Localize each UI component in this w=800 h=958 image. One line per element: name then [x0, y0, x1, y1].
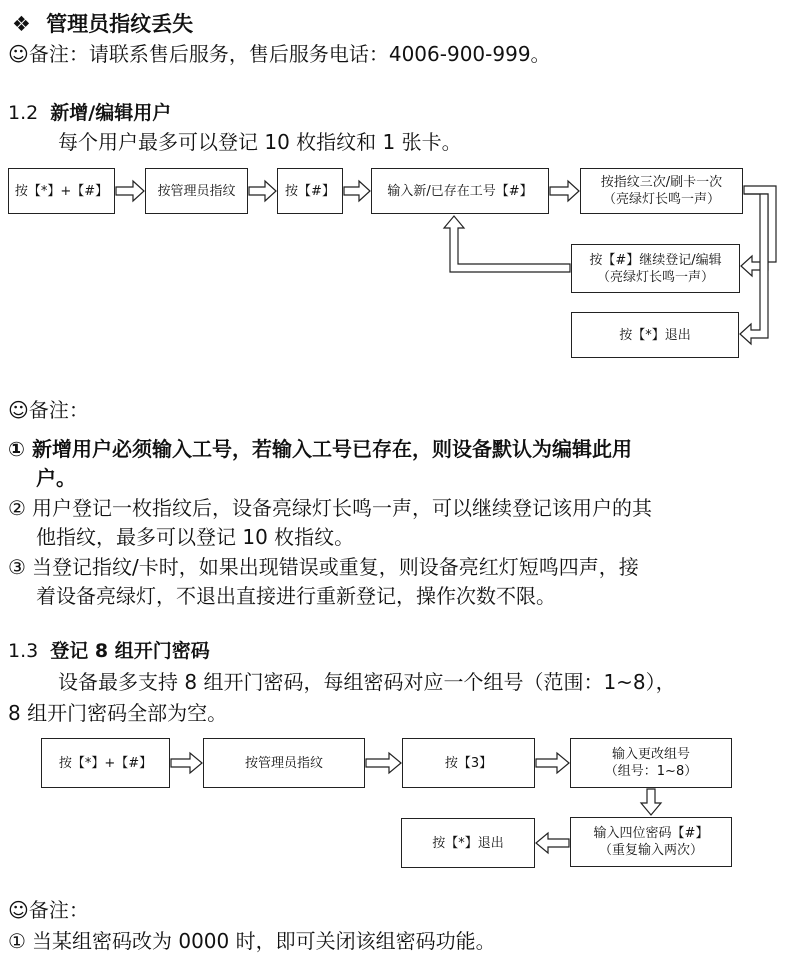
section-title: 管理员指纹丢失 [46, 12, 194, 36]
section-heading-1-3 [8, 636, 210, 663]
section-bullet [12, 8, 193, 38]
arrow-right-icon [116, 181, 144, 201]
note-item-2-cont: 他指纹，最多可以登记 10 枚指纹。 [36, 525, 355, 549]
flow-step-4-line1: 输入更改组号 [611, 747, 690, 762]
note-item-1 [8, 433, 632, 462]
note-item-1-line1: 当某组密码改为 0000 时，即可关闭该组密码功能。 [32, 929, 496, 953]
flow-step-5-line2: （重复输入两次） [598, 843, 703, 858]
note-line [8, 38, 551, 67]
note-item-3-line1: 当登记指纹/卡时，如果出现错误或重复，则设备亮红灯短鸣四声，接 [32, 555, 639, 579]
smiley-icon: ☺ [8, 898, 29, 922]
bullet-icon: ❖ [12, 12, 31, 36]
note-text: 备注：请联系售后服务，售后服务电话：4006-900-999。 [28, 42, 551, 66]
flow-step-3: 按【#】 [277, 168, 343, 214]
arrow-left-icon [536, 833, 569, 853]
flow-step-5 [570, 817, 732, 867]
section-heading-1-2 [8, 98, 171, 125]
flow-continue-line1: 按【#】继续登记/编辑 [589, 252, 722, 268]
flow-step-5-line1: 输入四位密码【#】 [593, 826, 709, 841]
flow-continue-line2: （亮绿灯长鸣一声） [596, 269, 714, 285]
marker-2: ② [8, 496, 26, 520]
flow-step-4: 输入新/已存在工号【#】 [371, 168, 549, 214]
flow-step-4 [570, 738, 732, 788]
note-label: 备注： [28, 898, 89, 922]
arrow-right-icon [550, 181, 579, 201]
flow-step-3: 按【3】 [402, 738, 535, 788]
section-title: 新增/编辑用户 [50, 102, 172, 124]
arrow-up-icon [444, 216, 570, 272]
arrow-right-icon [536, 753, 569, 773]
section-desc: 每个用户最多可以登记 10 枚指纹和 1 张卡。 [58, 130, 462, 154]
note-item-1-line1: 新增用户必须输入工号，若输入工号已存在，则设备默认为编辑此用 [32, 437, 632, 461]
flow-exit: 按【*】退出 [571, 312, 739, 358]
note-item-1-cont: 户。 [36, 466, 76, 490]
flow-step-5 [580, 168, 743, 214]
arrow-loop-icon [741, 186, 776, 276]
note-item-3 [8, 551, 639, 580]
section-number: 1.2 [8, 102, 39, 124]
arrow-right-icon [344, 181, 370, 201]
flow-step-5-line2: （亮绿灯长鸣一声） [602, 192, 720, 207]
note-item-1 [8, 925, 496, 954]
note-item-2-line1: 用户登记一枚指纹后，设备亮绿灯长鸣一声，可以继续登记该用户的其 [32, 496, 652, 520]
flow-step-4-line2: （组号：1~8） [604, 764, 698, 779]
flow-continue [571, 244, 740, 293]
note-item-2 [8, 492, 652, 521]
marker-1: ① [8, 437, 25, 461]
note-item-3-cont: 着设备亮绿灯，不退出直接进行重新登记，操作次数不限。 [36, 584, 556, 608]
flow-exit: 按【*】退出 [401, 818, 535, 868]
marker-3: ③ [8, 555, 26, 579]
section-title: 登记 8 组开门密码 [50, 640, 210, 662]
flow-step-1: 按【*】+【#】 [8, 168, 115, 214]
arrow-down-icon [641, 789, 661, 815]
flow-step-1: 按【*】+【#】 [41, 738, 170, 788]
smiley-icon: ☺ [8, 42, 29, 66]
flow-step-5-line1: 按指纹三次/刷卡一次 [600, 175, 723, 190]
marker-1: ① [8, 929, 26, 953]
arrow-right-icon [171, 753, 202, 773]
section-number: 1.3 [8, 640, 39, 662]
arrow-right-icon [366, 753, 401, 773]
note-label: 备注： [28, 398, 89, 422]
arrow-exit-icon [740, 194, 768, 344]
arrow-right-icon [249, 181, 276, 201]
flow-step-2: 按管理员指纹 [145, 168, 248, 214]
section-desc-line2: 8 组开门密码全部为空。 [8, 701, 228, 725]
note-heading [8, 394, 89, 423]
flow-step-2: 按管理员指纹 [203, 738, 365, 788]
smiley-icon: ☺ [8, 398, 29, 422]
note-heading [8, 894, 89, 923]
section-desc-line1: 设备最多支持 8 组开门密码，每组密码对应一个组号（范围：1~8）， [58, 670, 676, 694]
